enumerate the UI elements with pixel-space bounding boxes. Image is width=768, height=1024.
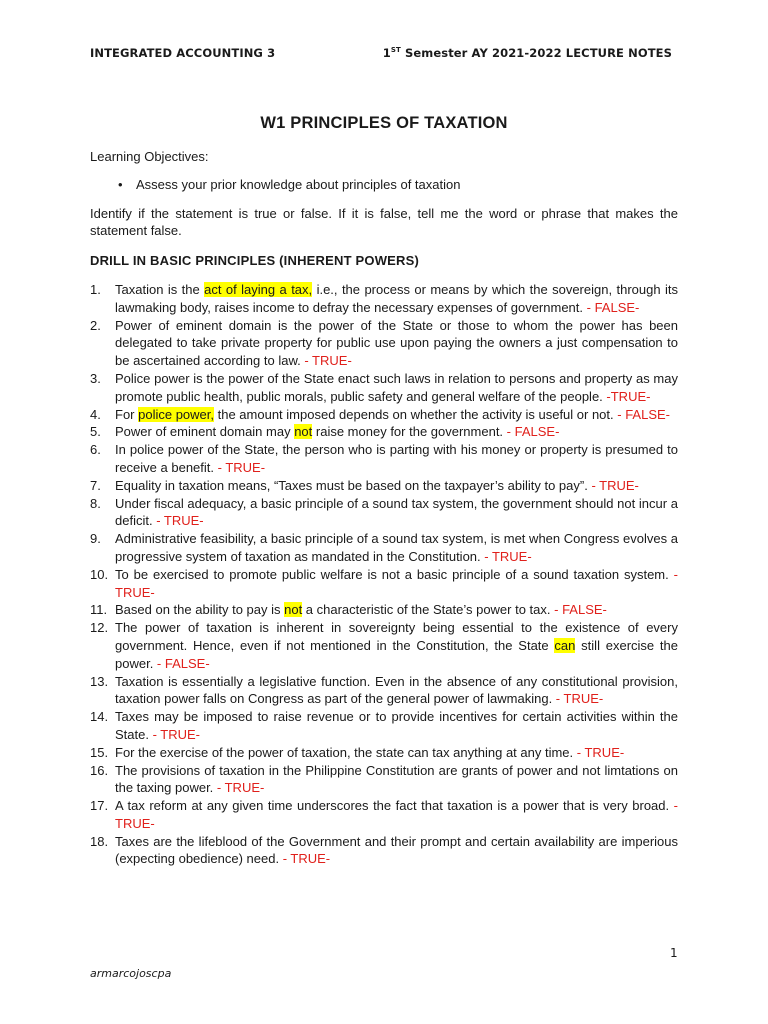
statement-text: For the exercise of the power of taxation, the state can tax anything at any time. — [115, 744, 577, 760]
item-number: 7. — [90, 477, 101, 493]
answer-label: - FALSE- — [554, 602, 607, 618]
statement-text: a characteristic of the State’s power to tax. — [302, 602, 555, 618]
item-number: 11. — [90, 602, 108, 618]
page-title: W1 PRINCIPLES OF TAXATION — [260, 114, 508, 132]
list-item — [90, 566, 678, 602]
list-item — [90, 708, 678, 744]
drill-list — [90, 281, 678, 868]
highlighted-phrase: act of laying a tax, — [204, 281, 313, 297]
statement-text: Based on the ability to pay is — [115, 602, 285, 618]
item-number: 15. — [90, 744, 109, 760]
page-header — [90, 46, 672, 60]
answer-label: - TRUE- — [576, 744, 625, 760]
list-item — [90, 619, 678, 672]
item-number: 16. — [90, 762, 109, 778]
answer-label: - TRUE- — [217, 459, 266, 475]
footer-author: armarcojoscpa — [90, 967, 172, 980]
statement-text: the amount imposed depends on whether the activity is useful or not. — [214, 406, 618, 422]
list-item — [90, 477, 678, 495]
item-number: 18. — [90, 833, 109, 849]
list-item — [90, 762, 678, 798]
list-item — [90, 495, 678, 531]
list-item — [90, 601, 678, 619]
learning-objectives-label: Learning Objectives: — [90, 149, 209, 164]
item-number: 13. — [90, 673, 109, 689]
statement-text: Taxes are the lifeblood of the Government and their prompt and certain availability are imperious (expecting obedience) need. — [115, 833, 678, 867]
answer-label: - TRUE- — [304, 353, 352, 369]
statement-text: Power of eminent domain is the power of the State or those to whom the power has been delegated to take private property for public use upon paying the owners a just compensation to be ascertained according to law. — [115, 317, 678, 369]
item-number: 9. — [90, 531, 101, 547]
list-item — [90, 370, 678, 406]
answer-label: - FALSE- — [506, 424, 560, 440]
statement-text: i.e., the process or means by which the sovereign, through its lawmaking body, raises income to defray the necessary expenses of government. — [115, 281, 678, 315]
answer-label: - TRUE- — [152, 726, 201, 742]
item-number: 17. — [90, 798, 109, 814]
statement-text: The provisions of taxation in the Philippine Constitution are grants of power and not limtations on the taxing power. — [115, 762, 678, 796]
list-item — [90, 797, 678, 833]
item-number: 5. — [90, 424, 101, 440]
list-item — [90, 833, 678, 869]
item-number: 10. — [90, 566, 109, 582]
statement-text: A tax reform at any given time underscores the fact that taxation is a power that is very broad. — [115, 798, 674, 814]
answer-label: -TRUE- — [606, 388, 651, 404]
answer-label: - TRUE- — [555, 691, 604, 707]
statement-text: Under fiscal adequacy, a basic principle of a sound tax system, the government should not incur a deficit. — [115, 495, 678, 529]
answer-label: - FALSE- — [617, 406, 671, 422]
answer-label: - TRUE- — [156, 513, 204, 529]
list-item — [90, 673, 678, 709]
statement-text: Taxation is the — [115, 281, 205, 297]
list-item — [90, 281, 678, 317]
page-number: 1 — [670, 946, 678, 960]
highlighted-phrase: can — [554, 637, 576, 653]
list-item — [90, 744, 678, 762]
item-number: 6. — [90, 442, 101, 458]
item-number: 12. — [90, 620, 109, 636]
statement-text: still exercise the power. — [115, 637, 678, 671]
item-number: 1. — [90, 281, 101, 297]
list-item — [90, 423, 678, 441]
statement-text: Taxes may be imposed to raise revenue or to provide incentives for certain activities within the State. — [115, 709, 678, 742]
item-number: 4. — [90, 406, 101, 422]
objective-item: • Assess your prior knowledge about principles of taxation — [90, 176, 678, 194]
highlighted-phrase: police power, — [138, 406, 215, 422]
statement-text: Police power is the power of the State enact such laws in relation to persons and property as may promote public health, public morals, public safety and general welfare of the people. — [115, 370, 678, 404]
answer-label: - TRUE- — [115, 566, 678, 600]
answer-label: - TRUE- — [115, 798, 678, 831]
item-number: 14. — [90, 709, 109, 725]
instruction-text: Identify if the statement is true or false. If it is false, tell me the word or phrase that makes the statement false. — [90, 205, 678, 239]
header-course: INTEGRATED ACCOUNTING 3 — [90, 46, 276, 60]
statement-text: Equality in taxation means, “Taxes must be based on the taxpayer’s ability to pay”. — [115, 477, 592, 493]
statement-text: The power of taxation is inherent in sovereignty being essential to the existence of every government. Hence, even if not mentioned in the Constitution, the State — [115, 620, 678, 653]
answer-label: - TRUE- — [216, 780, 265, 796]
highlighted-phrase: not — [294, 424, 313, 440]
statement-text: To be exercised to promote public welfare is not a basic principle of a sound taxation system. — [115, 566, 674, 582]
statement-text: Taxation is essentially a legislative function. Even in the absence of any constitutional provision, taxation power falls on Congress as part of the general power of lawmaking. — [115, 673, 678, 707]
statement-text: Power of eminent domain may — [115, 424, 295, 440]
statement-text: For — [115, 406, 139, 422]
document-body — [90, 148, 678, 868]
list-item — [90, 317, 678, 370]
list-item — [90, 406, 678, 424]
answer-label: - TRUE- — [484, 548, 532, 564]
header-semester: 1ST Semester AY 2021-2022 LECTURE NOTES — [382, 46, 672, 60]
item-number: 8. — [90, 495, 101, 511]
list-item — [90, 530, 678, 566]
item-number: 2. — [90, 317, 101, 333]
statement-text: In police power of the State, the person who is parting with his money or property is presumed to receive a benefit. — [115, 442, 678, 475]
item-number: 3. — [90, 370, 101, 386]
statement-text: raise money for the government. — [312, 424, 507, 440]
answer-label: - TRUE- — [591, 477, 639, 493]
drill-heading: DRILL IN BASIC PRINCIPLES (INHERENT POWERS) — [90, 253, 420, 269]
list-item — [90, 441, 678, 477]
answer-label: - TRUE- — [282, 851, 331, 867]
answer-label: - FALSE- — [586, 299, 640, 315]
highlighted-phrase: not — [284, 602, 303, 618]
statement-text: Administrative feasibility, a basic principle of a sound tax system, is met when Congress evolves a progressive system of taxation as mandated in the Constitution. — [115, 531, 678, 564]
answer-label: - FALSE- — [156, 655, 210, 671]
